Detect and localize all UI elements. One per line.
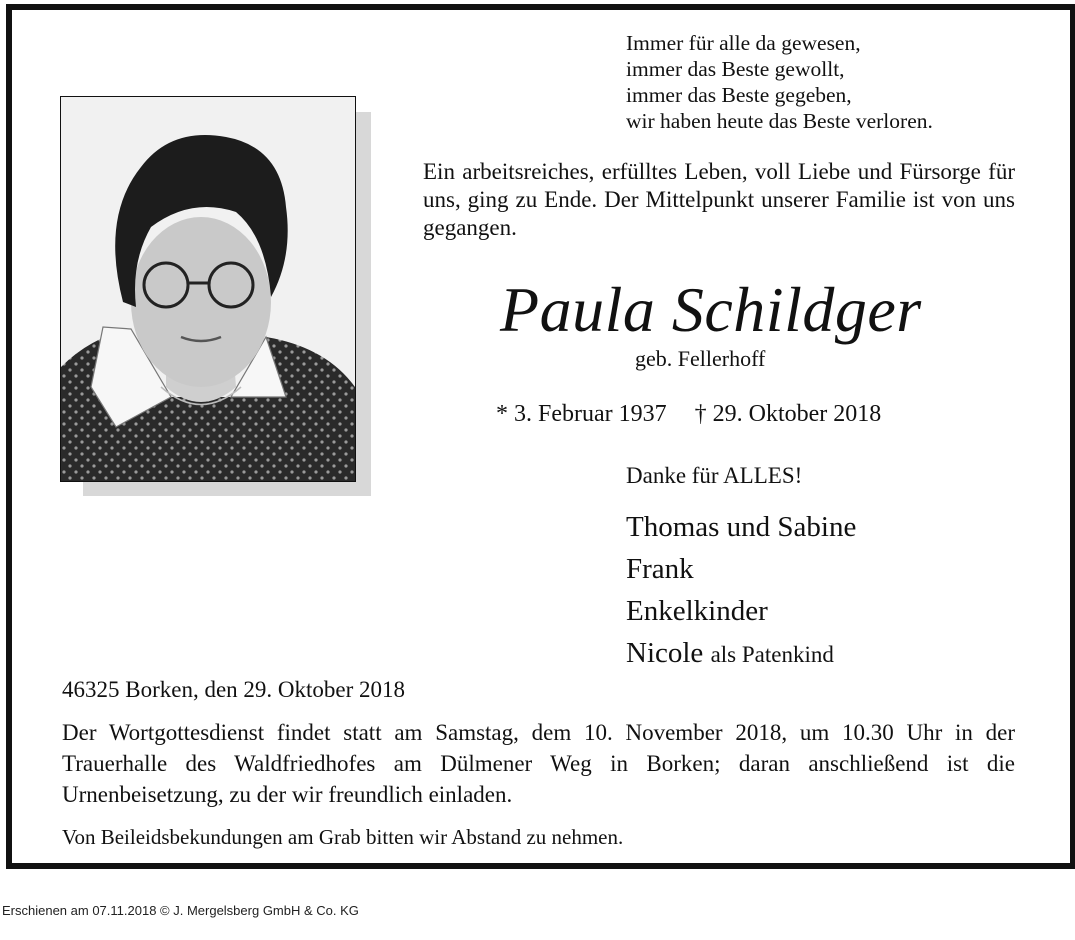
portrait-photo (60, 96, 356, 482)
poem-line: wir haben heute das Beste verloren. (626, 109, 933, 133)
portrait-illustration (61, 97, 355, 481)
poem (626, 30, 933, 134)
maiden-name: geb. Fellerhoff (635, 346, 766, 371)
mourner-note: als Patenkind (710, 642, 834, 667)
closing-note: Von Beileidsbekundungen am Grab bitten wir Abstand zu nehmen. (62, 825, 624, 849)
poem-line: immer das Beste gewollt, (626, 57, 845, 81)
mourners-list (626, 506, 856, 674)
place-date: 46325 Borken, den 29. Oktober 2018 (62, 677, 406, 702)
obituary-notice (6, 4, 1075, 869)
mourner-line (626, 632, 856, 674)
death-date: † 29. Oktober 2018 (694, 401, 882, 427)
deceased-name: Paula Schildger (500, 274, 922, 345)
mourner-line: Enkelkinder (626, 595, 768, 627)
mourner-name: Nicole (626, 637, 704, 669)
intro-text: Ein arbeitsreiches, erfülltes Leben, voll Liebe und Fürsorge für uns, ging zu Ende. Der Mittelpunkt unserer Familie ist von uns gegangen. (423, 159, 1015, 240)
birth-date: * 3. Februar 1937 (496, 401, 667, 427)
thanks-line: Danke für ALLES! (626, 463, 803, 488)
poem-line: Immer für alle da gewesen, (626, 31, 861, 55)
life-dates (496, 400, 881, 428)
publication-footer: Erschienen am 07.11.2018 © J. Mergelsberg GmbH & Co. KG (2, 903, 359, 918)
poem-line: immer das Beste gegeben, (626, 83, 852, 107)
service-info: Der Wortgottesdienst findet statt am Samstag, dem 10. November 2018, um 10.30 Uhr in der Trauerhalle des Waldfriedhofes am Dülmener Weg in Borken; daran anschließend ist die Urnenbeisetzung, zu der wir freundlich einladen. (62, 720, 1015, 807)
mourner-line: Thomas und Sabine (626, 511, 857, 543)
mourner-line: Frank (626, 553, 694, 585)
